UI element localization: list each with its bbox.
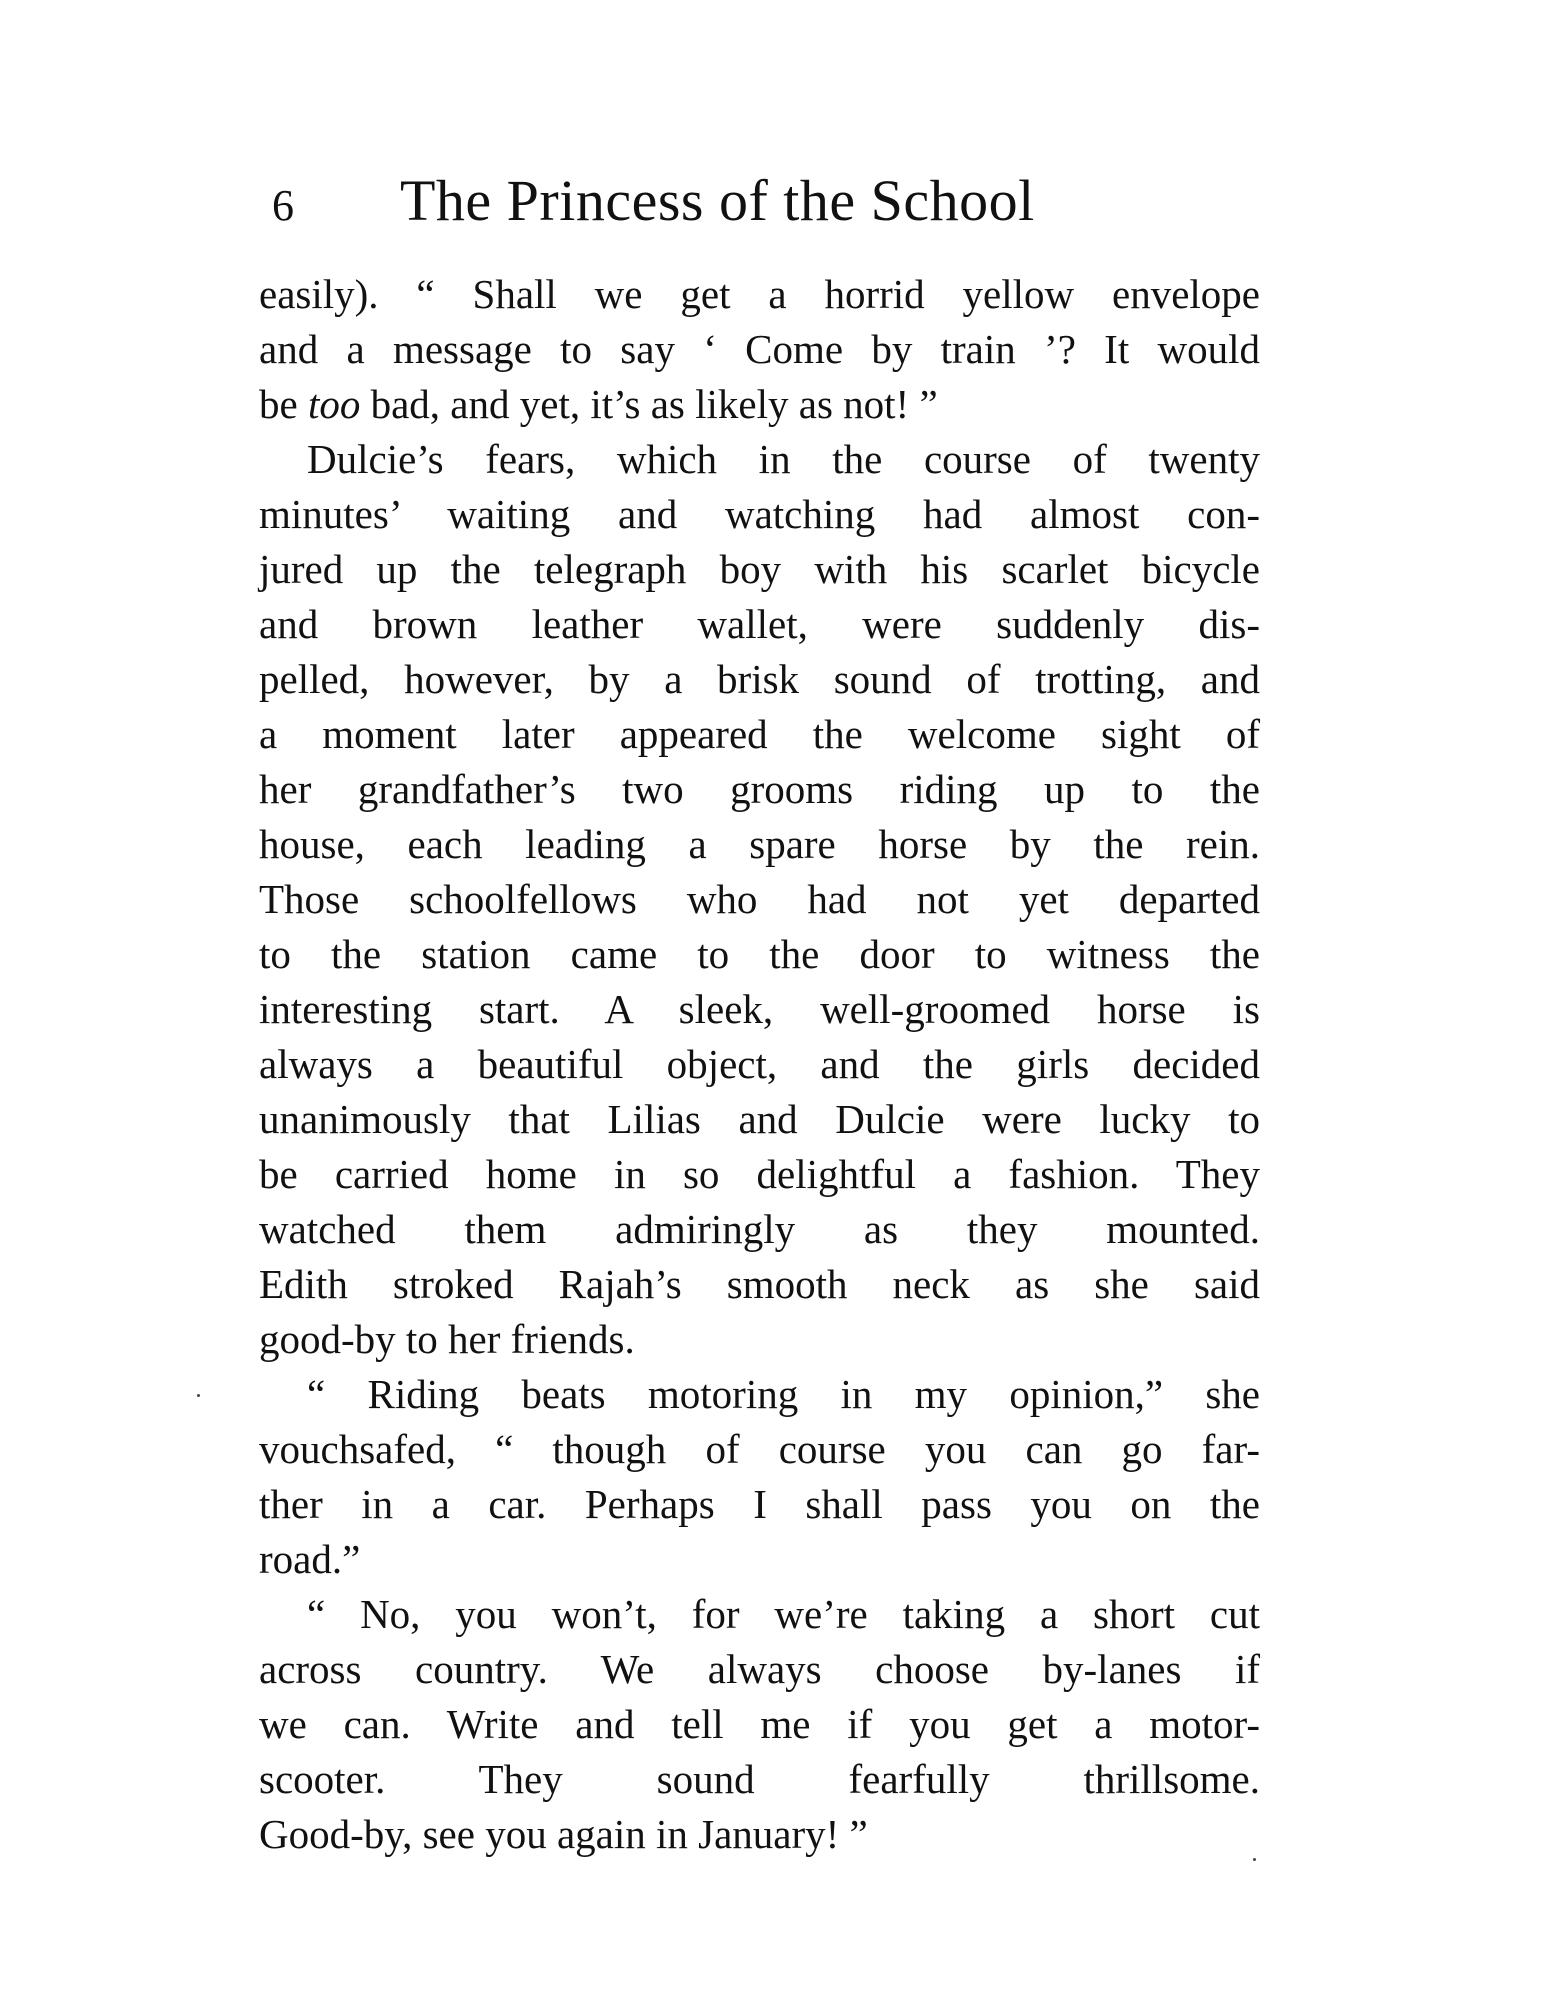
text-line: pelled, however, by a brisk sound of trotting, and xyxy=(259,656,1260,702)
print-speck xyxy=(197,1394,200,1397)
text-line: Edith stroked Rajah’s smooth neck as she said xyxy=(259,1261,1260,1307)
text-line: minutes’ waiting and watching had almost con- xyxy=(259,491,1260,537)
text-line: unanimously that Lilias and Dulcie were lucky to xyxy=(259,1096,1260,1142)
text-line: be too bad, and yet, it’s as likely as not! ” xyxy=(259,381,938,427)
text-line: ther in a car. Perhaps I shall pass you on the xyxy=(259,1481,1260,1527)
print-speck xyxy=(1253,1858,1256,1861)
emphasis: too xyxy=(307,381,361,427)
text-line: interesting start. A sleek, well-groomed horse is xyxy=(259,986,1260,1032)
text-line: Dulcie’s fears, which in the course of twenty xyxy=(307,436,1260,482)
text-line: a moment later appeared the welcome sight of xyxy=(259,711,1260,757)
text-line: easily). “ Shall we get a horrid yellow envelope xyxy=(259,271,1260,317)
text-line: and brown leather wallet, were suddenly dis- xyxy=(259,601,1260,647)
text-line: watched them admiringly as they mounted. xyxy=(259,1206,1260,1252)
text-line: Those schoolfellows who had not yet departed xyxy=(259,876,1260,922)
text-line: vouchsafed, “ though of course you can go far- xyxy=(259,1426,1260,1472)
text-line: jured up the telegraph boy with his scarlet bicycle xyxy=(259,546,1260,592)
text-line: be carried home in so delightful a fashion. They xyxy=(259,1151,1260,1197)
text-line: house, each leading a spare horse by the rein. xyxy=(259,821,1260,867)
text-line: road.” xyxy=(259,1536,361,1582)
body-text xyxy=(259,267,1260,1862)
text-line: “ No, you won’t, for we’re taking a short cut xyxy=(307,1591,1260,1637)
page-header xyxy=(272,168,1272,240)
text-line: to the station came to the door to witness the xyxy=(259,931,1260,977)
text-line: Good-by, see you again in January! ” xyxy=(259,1811,868,1857)
text-line: we can. Write and tell me if you get a motor- xyxy=(259,1701,1260,1747)
running-title: The Princess of the School xyxy=(400,168,1035,233)
text-line: “ Riding beats motoring in my opinion,” she xyxy=(307,1371,1260,1417)
text-line: her grandfather’s two grooms riding up to the xyxy=(259,766,1260,812)
text-line: scooter. They sound fearfully thrillsome. xyxy=(259,1756,1260,1802)
page-number: 6 xyxy=(272,181,294,230)
text-line: always a beautiful object, and the girls decided xyxy=(259,1041,1260,1087)
text-line: good-by to her friends. xyxy=(259,1316,635,1362)
text-line: across country. We always choose by-lanes if xyxy=(259,1646,1260,1692)
text-line: and a message to say ‘ Come by train ’? It would xyxy=(259,326,1260,372)
